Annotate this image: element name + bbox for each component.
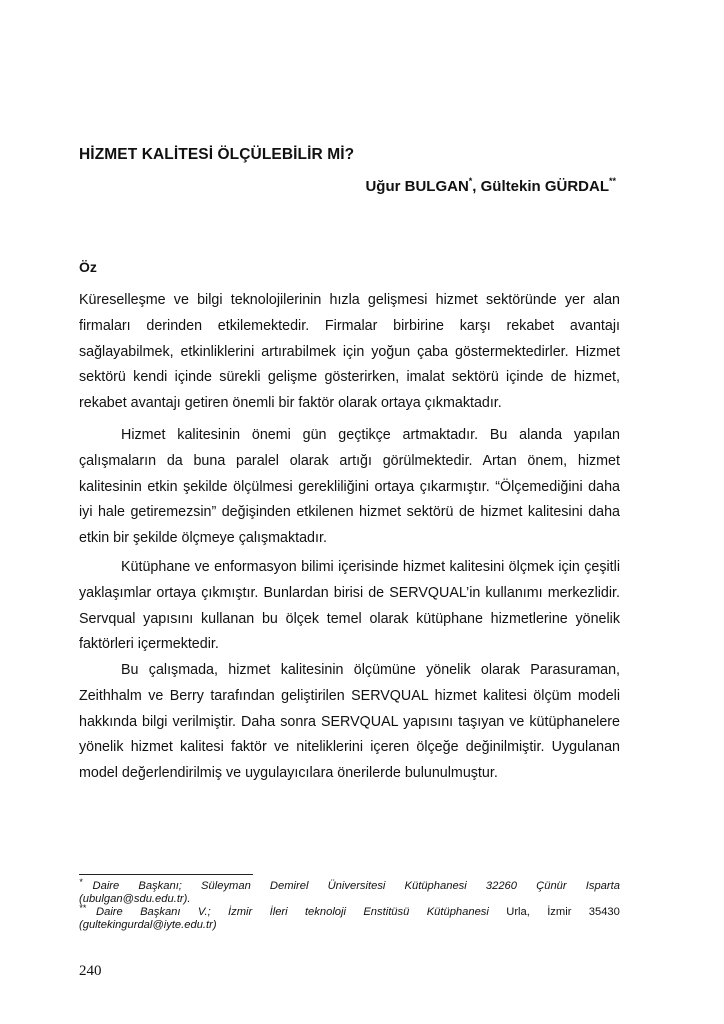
footnote-email: (ubulgan@sdu.edu.tr).: [79, 893, 191, 905]
footnote-marker: **: [608, 176, 616, 186]
abstract-paragraph: Hizmet kalitesinin önemi gün geçtikçe artmaktadır. Bu alanda yapılan çalışmaların da buna paralel olarak artığı görülmektedir. Artan önem, hizmet kalitesinin etkin şekilde ölçülmesi gerekliliğini ortaya çıkarmıştır. “Ölçemediğini daha iyi hale getiremezsin” değişinden etkilenen hizmet sektörü de hizmet kalitesini daha etkin bir şekilde ölçmeye çalışmaktadır.: [79, 427, 620, 547]
footnote-word: Enstitüsü: [363, 906, 410, 918]
footnote-word: Demirel: [269, 880, 309, 892]
footnote: [79, 877, 620, 906]
footnote: [79, 903, 620, 932]
footnote-word: Kütüphanesi: [404, 880, 467, 892]
author-name: Uğur BULGAN: [365, 178, 469, 195]
footnote-word: Çünür: [536, 880, 567, 892]
footnote-word: Başkanı;: [138, 880, 182, 892]
footnote-word: Süleyman: [201, 880, 251, 892]
footnote-word: İleri: [269, 906, 288, 918]
footnote-word: 35430: [588, 906, 620, 918]
footnote-word: Daire: [92, 880, 120, 892]
page-number: 240: [79, 963, 102, 979]
footnote-word: Başkanı: [140, 906, 181, 918]
footnote-first-line: [79, 903, 620, 919]
paper-title: HİZMET KALİTESİ ÖLÇÜLEBİLİR Mİ?: [79, 146, 355, 163]
footnote-word: 32260: [485, 880, 518, 892]
author-line: [365, 178, 616, 195]
footnote-word: Urla,: [506, 906, 530, 918]
footnote-first-line: [79, 877, 620, 893]
abstract-paragraph: Kütüphane ve enformasyon bilimi içerisinde hizmet kalitesini ölçmek için çeşitli yaklaşımlar ortaya çıkmıştır. Bunlardan birisi de SERVQUAL’in kullanımı merkezlidir. Servqual yapısını kullanan bu ölçek temel olarak kütüphane hizmetlerine yönelik faktörleri içermektedir.: [79, 559, 620, 653]
abstract-paragraph: Bu çalışmada, hizmet kalitesinin ölçümüne yönelik olarak Parasuraman, Zeithhalm ve Berry tarafından geliştirilen SERVQUAL hizmet kalitesi ölçüm modeli hakkında bilgi verilmiştir. Daha sonra SERVQUAL yapısını taşıyan ve kütüphanelere yönelik hizmet kalitesi faktör ve niteliklerini içeren ölçeğe değinilmiştir. Uygulanan model değerlendirilmiş ve uygulayıcılara önerilerde bulunulmuştur.: [79, 662, 620, 782]
author-name: Gültekin GÜRDAL: [480, 178, 609, 195]
footnote-marker: *: [79, 877, 83, 887]
footnote-word: Üniversitesi: [327, 880, 386, 892]
footnote-word: V.;: [197, 906, 211, 918]
footnote-marker: *: [468, 176, 473, 186]
author-separator: ,: [472, 178, 481, 195]
footnote-word: Daire: [96, 906, 123, 918]
footnote-marker: **: [79, 903, 87, 913]
footnote-word: Kütüphanesi: [426, 906, 489, 918]
footnote-word: İzmir: [547, 906, 572, 918]
footnote-divider: [79, 874, 253, 875]
footnote-word: İzmir: [228, 906, 253, 918]
footnote-word: teknoloji: [304, 906, 346, 918]
footnote-word: Isparta: [585, 880, 620, 892]
footnote-email: (gultekingurdal@iyte.edu.tr): [79, 919, 217, 931]
abstract-heading: Öz: [79, 259, 97, 275]
abstract-paragraph: Küreselleşme ve bilgi teknolojilerinin hızla gelişmesi hizmet sektöründe yer alan firmaları derinden etkilemektedir. Firmalar birbirine karşı rekabet avantajı sağlayabilmek, etkinliklerini artırabilmek için yoğun çaba göstermektedirler. Hizmet sektörü kendi içinde sürekli gelişme gösterirken, imalat sektörü içinde de hizmet, rekabet avantajı getiren önemli bir faktör olarak ortaya çıkmaktadır.: [79, 292, 620, 412]
